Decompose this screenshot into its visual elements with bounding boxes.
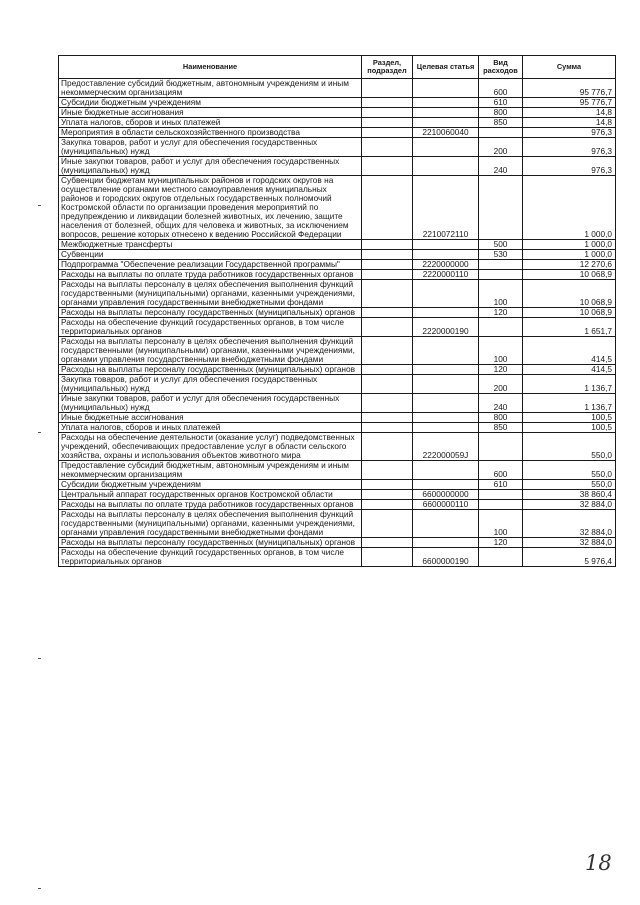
cell-name: Межбюджетные трансферты xyxy=(59,240,362,250)
cell-sum: 1 000,0 xyxy=(523,240,616,250)
cell-type: 100 xyxy=(479,510,523,538)
cell-section xyxy=(362,375,413,394)
cell-sum: 95 776,7 xyxy=(523,98,616,108)
table-row xyxy=(59,138,616,157)
cell-target: 6600000110 xyxy=(413,500,479,510)
cell-name: Расходы на выплаты персоналу государственных (муниципальных) органов xyxy=(59,308,362,318)
cell-name: Расходы на выплаты персоналу государственных (муниципальных) органов xyxy=(59,365,362,375)
cell-name: Расходы на выплаты персоналу государственных (муниципальных) органов xyxy=(59,538,362,548)
cell-name: Подпрограмма "Обеспечение реализации Государственной программы" xyxy=(59,260,362,270)
cell-name: Предоставление субсидий бюджетным, автономным учреждениям и иным некоммерческим организациям xyxy=(59,79,362,98)
cell-sum: 14,8 xyxy=(523,108,616,118)
cell-name: Мероприятия в области сельскохозяйственного производства xyxy=(59,128,362,138)
cell-section xyxy=(362,318,413,337)
cell-section xyxy=(362,500,413,510)
cell-type xyxy=(479,176,523,240)
cell-type xyxy=(479,548,523,567)
cell-section xyxy=(362,118,413,128)
table-row xyxy=(59,423,616,433)
header-type: Вид расходов xyxy=(479,56,523,79)
cell-section xyxy=(362,260,413,270)
cell-target xyxy=(413,375,479,394)
cell-target xyxy=(413,108,479,118)
scan-mark xyxy=(38,205,41,206)
table-row xyxy=(59,413,616,423)
table-row xyxy=(59,176,616,240)
cell-type: 100 xyxy=(479,337,523,365)
header-sum: Сумма xyxy=(523,56,616,79)
table-row xyxy=(59,337,616,365)
scan-mark xyxy=(38,888,41,889)
table-row xyxy=(59,375,616,394)
cell-section xyxy=(362,280,413,308)
cell-name: Иные закупки товаров, работ и услуг для обеспечения государственных (муниципальных) нужд xyxy=(59,157,362,176)
table-header-row xyxy=(59,56,616,79)
cell-section xyxy=(362,337,413,365)
budget-table xyxy=(58,55,616,567)
cell-sum: 414,5 xyxy=(523,337,616,365)
cell-type: 800 xyxy=(479,413,523,423)
table-row xyxy=(59,79,616,98)
cell-type: 120 xyxy=(479,365,523,375)
cell-sum: 95 776,7 xyxy=(523,79,616,98)
cell-sum: 1 000,0 xyxy=(523,250,616,260)
table-row xyxy=(59,128,616,138)
cell-name: Расходы на выплаты по оплате труда работников государственных органов xyxy=(59,270,362,280)
cell-sum: 414,5 xyxy=(523,365,616,375)
cell-section xyxy=(362,433,413,461)
cell-name: Уплата налогов, сборов и иных платежей xyxy=(59,423,362,433)
cell-target: 6600000000 xyxy=(413,490,479,500)
cell-sum: 976,3 xyxy=(523,128,616,138)
cell-target xyxy=(413,480,479,490)
cell-sum: 10 068,9 xyxy=(523,270,616,280)
cell-target xyxy=(413,138,479,157)
cell-sum: 1 000,0 xyxy=(523,176,616,240)
cell-target xyxy=(413,118,479,128)
cell-name: Субвенции xyxy=(59,250,362,260)
cell-type: 120 xyxy=(479,308,523,318)
cell-target xyxy=(413,250,479,260)
cell-target xyxy=(413,280,479,308)
cell-sum: 38 860,4 xyxy=(523,490,616,500)
cell-type: 530 xyxy=(479,250,523,260)
cell-target xyxy=(413,308,479,318)
cell-sum: 5 976,4 xyxy=(523,548,616,567)
cell-sum: 1 136,7 xyxy=(523,394,616,413)
header-target: Целевая статья xyxy=(413,56,479,79)
cell-type: 610 xyxy=(479,480,523,490)
cell-name: Расходы на выплаты персоналу в целях обеспечения выполнения функций государственными (муниципальными) органами, казенными учреждениями, органами управления государственными внебюджетными фондами xyxy=(59,280,362,308)
cell-sum: 550,0 xyxy=(523,433,616,461)
cell-sum: 100,5 xyxy=(523,423,616,433)
cell-target xyxy=(413,394,479,413)
cell-target xyxy=(413,79,479,98)
table-row xyxy=(59,157,616,176)
cell-type: 500 xyxy=(479,240,523,250)
cell-section xyxy=(362,308,413,318)
cell-sum: 550,0 xyxy=(523,480,616,490)
cell-type xyxy=(479,500,523,510)
cell-sum: 12 270,6 xyxy=(523,260,616,270)
cell-name: Расходы на выплаты по оплате труда работников государственных органов xyxy=(59,500,362,510)
cell-name: Иные бюджетные ассигнования xyxy=(59,108,362,118)
cell-sum: 100,5 xyxy=(523,413,616,423)
table-row xyxy=(59,308,616,318)
cell-section xyxy=(362,490,413,500)
cell-name: Закупка товаров, работ и услуг для обеспечения государственных (муниципальных) нужд xyxy=(59,375,362,394)
cell-section xyxy=(362,538,413,548)
cell-name: Центральный аппарат государственных органов Костромской области xyxy=(59,490,362,500)
cell-section xyxy=(362,240,413,250)
cell-target: 6600000190 xyxy=(413,548,479,567)
cell-type: 610 xyxy=(479,98,523,108)
table-row xyxy=(59,490,616,500)
cell-section xyxy=(362,423,413,433)
cell-section xyxy=(362,480,413,490)
cell-section xyxy=(362,510,413,538)
cell-target xyxy=(413,157,479,176)
cell-target: 2210060040 xyxy=(413,128,479,138)
cell-type xyxy=(479,128,523,138)
cell-name: Субсидии бюджетным учреждениям xyxy=(59,98,362,108)
header-name: Наименование xyxy=(59,56,362,79)
table-row xyxy=(59,250,616,260)
header-section: Раздел, подраздел xyxy=(362,56,413,79)
table-row xyxy=(59,510,616,538)
cell-sum: 10 068,9 xyxy=(523,308,616,318)
table-row xyxy=(59,270,616,280)
cell-section xyxy=(362,548,413,567)
table-row xyxy=(59,500,616,510)
cell-name: Расходы на выплаты персоналу в целях обеспечения выполнения функций государственными (муниципальными) органами, казенными учреждениями, органами управления государственными внебюджетными фондами xyxy=(59,337,362,365)
table-row xyxy=(59,548,616,567)
table-row xyxy=(59,98,616,108)
scan-mark xyxy=(38,432,41,433)
cell-name: Иные закупки товаров, работ и услуг для обеспечения государственных (муниципальных) нужд xyxy=(59,394,362,413)
cell-target xyxy=(413,510,479,538)
cell-section xyxy=(362,138,413,157)
cell-type: 240 xyxy=(479,394,523,413)
cell-target xyxy=(413,240,479,250)
table-row xyxy=(59,118,616,128)
cell-name: Уплата налогов, сборов и иных платежей xyxy=(59,118,362,128)
cell-section xyxy=(362,270,413,280)
cell-name: Субсидии бюджетным учреждениям xyxy=(59,480,362,490)
cell-target xyxy=(413,423,479,433)
cell-name: Расходы на обеспечение функций государственных органов, в том числе территориальных органов xyxy=(59,548,362,567)
table-row xyxy=(59,394,616,413)
cell-type: 600 xyxy=(479,461,523,480)
cell-name: Расходы на выплаты персоналу в целях обеспечения выполнения функций государственными (муниципальными) органами, казенными учреждениями, органами управления государственными внебюджетными фондами xyxy=(59,510,362,538)
cell-type: 200 xyxy=(479,375,523,394)
cell-name: Иные бюджетные ассигнования xyxy=(59,413,362,423)
cell-target xyxy=(413,538,479,548)
cell-name: Предоставление субсидий бюджетным, автономным учреждениям и иным некоммерческим организациям xyxy=(59,461,362,480)
table-row xyxy=(59,433,616,461)
cell-target xyxy=(413,337,479,365)
cell-target: 2220000110 xyxy=(413,270,479,280)
table-row xyxy=(59,461,616,480)
cell-sum: 550,0 xyxy=(523,461,616,480)
table-row xyxy=(59,480,616,490)
cell-sum: 32 884,0 xyxy=(523,500,616,510)
cell-section xyxy=(362,250,413,260)
cell-sum: 14,8 xyxy=(523,118,616,128)
cell-name: Расходы на обеспечение деятельности (оказание услуг) подведомственных учреждений, обеспечивающих предоставление услуг в области сельского хозяйства, охраны и использования объектов животного мира xyxy=(59,433,362,461)
cell-name: Закупка товаров, работ и услуг для обеспечения государственных (муниципальных) нужд xyxy=(59,138,362,157)
table-row xyxy=(59,108,616,118)
cell-type: 120 xyxy=(479,538,523,548)
cell-name: Расходы на обеспечение функций государственных органов, в том числе территориальных органов xyxy=(59,318,362,337)
cell-type: 240 xyxy=(479,157,523,176)
cell-section xyxy=(362,176,413,240)
cell-section xyxy=(362,461,413,480)
cell-target xyxy=(413,461,479,480)
cell-type xyxy=(479,318,523,337)
cell-type: 100 xyxy=(479,280,523,308)
cell-sum: 32 884,0 xyxy=(523,510,616,538)
cell-section xyxy=(362,157,413,176)
table-row xyxy=(59,538,616,548)
cell-name: Субвенции бюджетам муниципальных районов и городских округов на осуществление органами местного самоуправления муниципальных районов и городских округов отдельных государственных полномочий Костромской области по организации проведения мероприятий по предупреждению и ликвидации болезней животных, их лечению, защите населения от болезней, общих для человека и животных, за исключением вопросов, решение которых отнесено к ведению Российской Федерации xyxy=(59,176,362,240)
table-row xyxy=(59,318,616,337)
cell-target: 222000059J xyxy=(413,433,479,461)
cell-sum: 10 068,9 xyxy=(523,280,616,308)
cell-target: 2220000190 xyxy=(413,318,479,337)
cell-sum: 1 651,7 xyxy=(523,318,616,337)
cell-sum: 32 884,0 xyxy=(523,538,616,548)
cell-type: 850 xyxy=(479,423,523,433)
table-row xyxy=(59,365,616,375)
cell-type: 850 xyxy=(479,118,523,128)
cell-section xyxy=(362,98,413,108)
cell-type xyxy=(479,270,523,280)
table-row xyxy=(59,260,616,270)
cell-section xyxy=(362,365,413,375)
cell-section xyxy=(362,413,413,423)
cell-target xyxy=(413,98,479,108)
cell-type: 800 xyxy=(479,108,523,118)
cell-target: 2220000000 xyxy=(413,260,479,270)
cell-type: 200 xyxy=(479,138,523,157)
cell-type xyxy=(479,260,523,270)
page-number: 18 xyxy=(585,851,612,875)
cell-type xyxy=(479,490,523,500)
cell-section xyxy=(362,394,413,413)
cell-target xyxy=(413,365,479,375)
cell-section xyxy=(362,108,413,118)
cell-sum: 976,3 xyxy=(523,157,616,176)
cell-type: 600 xyxy=(479,79,523,98)
cell-target xyxy=(413,413,479,423)
cell-target: 2210072110 xyxy=(413,176,479,240)
cell-sum: 976,3 xyxy=(523,138,616,157)
table-row xyxy=(59,240,616,250)
cell-section xyxy=(362,79,413,98)
scan-mark xyxy=(38,658,41,659)
table-body xyxy=(59,79,616,567)
cell-type xyxy=(479,433,523,461)
cell-section xyxy=(362,128,413,138)
cell-sum: 1 136,7 xyxy=(523,375,616,394)
table-row xyxy=(59,280,616,308)
